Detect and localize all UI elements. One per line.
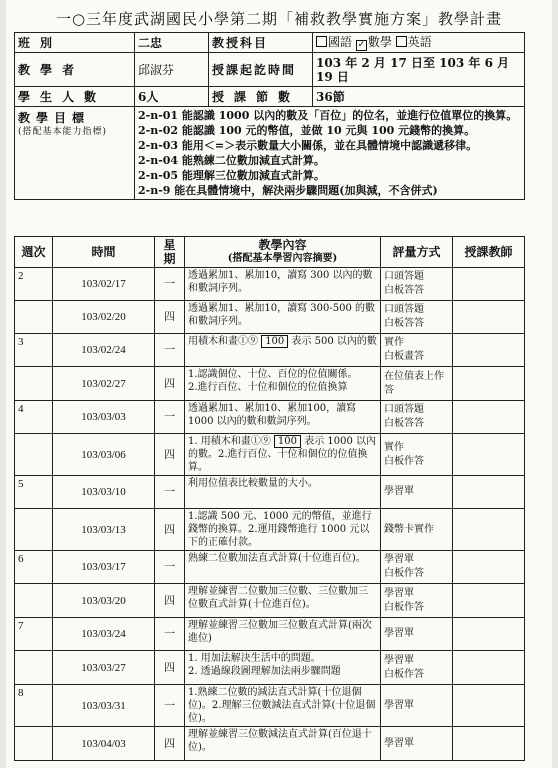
week-cell: 5: [15, 476, 53, 509]
date-cell: 103/03/06: [53, 434, 155, 476]
teacher-cell: [453, 476, 525, 509]
class-value: 二忠: [135, 33, 209, 53]
content-cell: 熟練二位數加法直式計算(十位進百位)。: [185, 551, 381, 584]
day-cell: 四: [155, 584, 185, 618]
day-cell: 一: [155, 401, 185, 434]
content-cell: [185, 334, 381, 367]
table-row: [15, 618, 525, 651]
class-label: 班別: [15, 33, 135, 53]
day-cell: 一: [155, 334, 185, 367]
week-cell: [15, 301, 53, 334]
day-cell: 四: [155, 434, 185, 476]
eval-cell: 在位值表上作答: [381, 367, 453, 401]
teacher-cell: [453, 301, 525, 334]
content-cell: [185, 434, 381, 476]
date-cell: 103/03/20: [53, 584, 155, 618]
teacher-cell: [453, 618, 525, 651]
week-cell: 2: [15, 268, 53, 301]
subject-label: 教授科目: [209, 33, 313, 53]
table-row: [15, 401, 525, 434]
content-cell: 1.熟練二位數的減法直式計算(十位退個位)。2.理解三位數減法直式計算(十位退個位)。: [185, 685, 381, 727]
subject-option-english[interactable]: 英語: [396, 35, 432, 49]
day-cell: 四: [155, 509, 185, 551]
eval-cell: 學習單 白板作答: [381, 551, 453, 584]
boxed-number: 100: [261, 335, 288, 348]
table-row: [15, 509, 525, 551]
eval-cell: 學習單: [381, 727, 453, 761]
goal-item: 2-n-9 能在具體情境中，解決兩步驟問題(加與減，不含併式): [138, 184, 438, 197]
day-cell: 四: [155, 301, 185, 334]
table-row: [15, 727, 525, 761]
day-cell: 四: [155, 367, 185, 401]
content-cell: 1.認識 500 元、1000 元的幣值，並進行錢幣的換算。2.運用錢幣進行 1000 元以下的正確付款。: [185, 509, 381, 551]
content-cell: 1.認識個位、十位、百位的位值關係。 2.進行百位、十位和個位的位值換算: [185, 367, 381, 401]
day-cell: 一: [155, 476, 185, 509]
date-cell: 103/03/10: [53, 476, 155, 509]
table-row: [15, 434, 525, 476]
eval-cell: 學習單 白板作答: [381, 584, 453, 618]
teacher-cell: [453, 401, 525, 434]
week-cell: [15, 509, 53, 551]
eval-cell: 口頭答題 白板答答: [381, 301, 453, 334]
content-text: 表示 1000 以內的數。2.進行百位、十位和個位的位值換算。: [188, 436, 377, 473]
week-cell: 4: [15, 401, 53, 434]
eval-cell: 實作 白板畫答: [381, 334, 453, 367]
goal-item: 2-n-01 能認識 1000 以內的數及「百位」的位名，並進行位值單位的換算。: [138, 109, 518, 122]
teacher-cell: [453, 367, 525, 401]
content-header-sub: (搭配基本學習內容摘要): [227, 253, 338, 264]
goal-item: 2-n-02 能認識 100 元的幣值，並做 10 元與 100 元錢幣的換算。: [138, 124, 476, 137]
table-row: [15, 301, 525, 334]
teacher-cell: [453, 685, 525, 727]
table-row: [15, 551, 525, 584]
goal-item: 2-n-04 能熟練二位數加減直式計算。: [138, 154, 325, 167]
content-cell: 透過累加1、累加10、累加100，讀寫 1000 以內的數和數詞序列。: [185, 401, 381, 434]
info-table: [14, 32, 525, 200]
teacher-value: 邱淑芬: [135, 53, 209, 87]
content-text: 用積木和畫①⑨: [188, 336, 258, 347]
period-value: 103 年 2 月 17 日至 103 年 6 月 19 日: [313, 53, 525, 87]
day-cell: 四: [155, 651, 185, 685]
table-row: [15, 367, 525, 401]
day-cell: 四: [155, 727, 185, 761]
goals-label-cell: [15, 107, 135, 200]
sessions-value: 36節: [313, 87, 525, 107]
students-label: 學生人數: [15, 87, 135, 107]
date-cell: 103/03/27: [53, 651, 155, 685]
week-cell: [15, 434, 53, 476]
goals-note: (搭配基本能力指標): [18, 127, 108, 137]
week-cell: 3: [15, 334, 53, 367]
goals-label: 教學目標: [18, 111, 91, 125]
eval-cell: 口頭答題 白板答答: [381, 401, 453, 434]
content-cell: 1. 用加法解決生活中的問題。 2. 透過線段圖理解加法兩步驟問題: [185, 651, 381, 685]
content-text: 1. 用積木和畫①⑨: [188, 436, 271, 447]
week-cell: [15, 727, 53, 761]
teacher-cell: [453, 268, 525, 301]
date-cell: 103/02/24: [53, 334, 155, 367]
week-header: 週次: [15, 237, 53, 268]
eval-cell: 口頭答題 白板答答: [381, 268, 453, 301]
teacher-cell: [453, 651, 525, 685]
week-cell: 6: [15, 551, 53, 584]
table-row: [15, 685, 525, 727]
boxed-number: 100: [274, 435, 301, 448]
subject-option-chinese[interactable]: 國語: [316, 35, 352, 49]
date-header: 時間: [53, 237, 155, 268]
date-cell: 103/03/17: [53, 551, 155, 584]
week-cell: 7: [15, 618, 53, 651]
week-cell: [15, 584, 53, 618]
goal-item: 2-n-03 能用＜=＞表示數量大小關係，並在具體情境中認識遞移律。: [138, 139, 478, 152]
week-cell: [15, 367, 53, 401]
subject-option-math[interactable]: ✓ 數學: [357, 34, 392, 50]
teacher-label: 教學者: [15, 53, 135, 87]
goals-list: [135, 107, 525, 200]
content-cell: 透過累加1、累加10，讀寫 300-500 的數和數詞序列。: [185, 301, 381, 334]
teacher-cell: [453, 509, 525, 551]
teacher-header: 授課教師: [453, 237, 525, 268]
date-cell: 103/03/13: [53, 509, 155, 551]
day-cell: 一: [155, 268, 185, 301]
eval-cell: 學習單: [381, 685, 453, 727]
content-header: [185, 237, 381, 268]
content-cell: 理解並練習三位數加三位數直式計算(兩次進位): [185, 618, 381, 651]
date-cell: 103/04/03: [53, 727, 155, 761]
sessions-label: 授課節數: [209, 87, 313, 107]
week-cell: 8: [15, 685, 53, 727]
eval-cell: 錢幣卡實作: [381, 509, 453, 551]
teacher-cell: [453, 584, 525, 618]
eval-cell: 實作 白板作答: [381, 434, 453, 476]
checkbox-icon: [396, 36, 407, 47]
date-cell: 103/03/31: [53, 685, 155, 727]
day-cell: 一: [155, 618, 185, 651]
teacher-cell: [453, 551, 525, 584]
period-label: 授課起訖時間: [209, 53, 313, 87]
table-row: [15, 584, 525, 618]
content-cell: 理解並練習二位數加三位數、三位數加三位數直式計算(十位進百位)。: [185, 584, 381, 618]
eval-cell: 學習單: [381, 476, 453, 509]
day-cell: 一: [155, 685, 185, 727]
date-cell: 103/02/27: [53, 367, 155, 401]
content-header-title: 教學內容: [258, 238, 307, 252]
content-cell: 透過累加1、累加10，讀寫 300 以內的數和數詞序列。: [185, 268, 381, 301]
content-cell: 理解並練習三位數減法直式計算(百位退十位)。: [185, 727, 381, 761]
table-row: [15, 334, 525, 367]
table-row: [15, 268, 525, 301]
day-header: 星期: [155, 237, 185, 268]
goal-item: 2-n-05 能理解三位數加減直式計算。: [138, 169, 325, 182]
teacher-cell: [453, 434, 525, 476]
date-cell: 103/02/17: [53, 268, 155, 301]
table-row: [15, 651, 525, 685]
teacher-cell: [453, 334, 525, 367]
content-text: 表示 500 以內的數: [291, 336, 377, 347]
eval-cell: 學習單: [381, 618, 453, 651]
eval-header: 評量方式: [381, 237, 453, 268]
date-cell: 103/03/24: [53, 618, 155, 651]
checkbox-icon: [316, 36, 327, 47]
date-cell: 103/02/20: [53, 301, 155, 334]
content-cell: 利用位值表比較數量的大小。: [185, 476, 381, 509]
week-cell: [15, 651, 53, 685]
page-title: 一○三年度武湖國民小學第二期「補救教學實施方案」教學計畫: [55, 10, 503, 28]
eval-cell: 學習單 白板作答: [381, 651, 453, 685]
table-row: [15, 476, 525, 509]
teacher-cell: [453, 727, 525, 761]
students-value: 6人: [135, 87, 209, 107]
subject-options: [313, 33, 525, 53]
schedule-table: [14, 236, 525, 761]
checkbox-checked-icon: ✓: [357, 39, 366, 50]
day-cell: 一: [155, 551, 185, 584]
date-cell: 103/03/03: [53, 401, 155, 434]
